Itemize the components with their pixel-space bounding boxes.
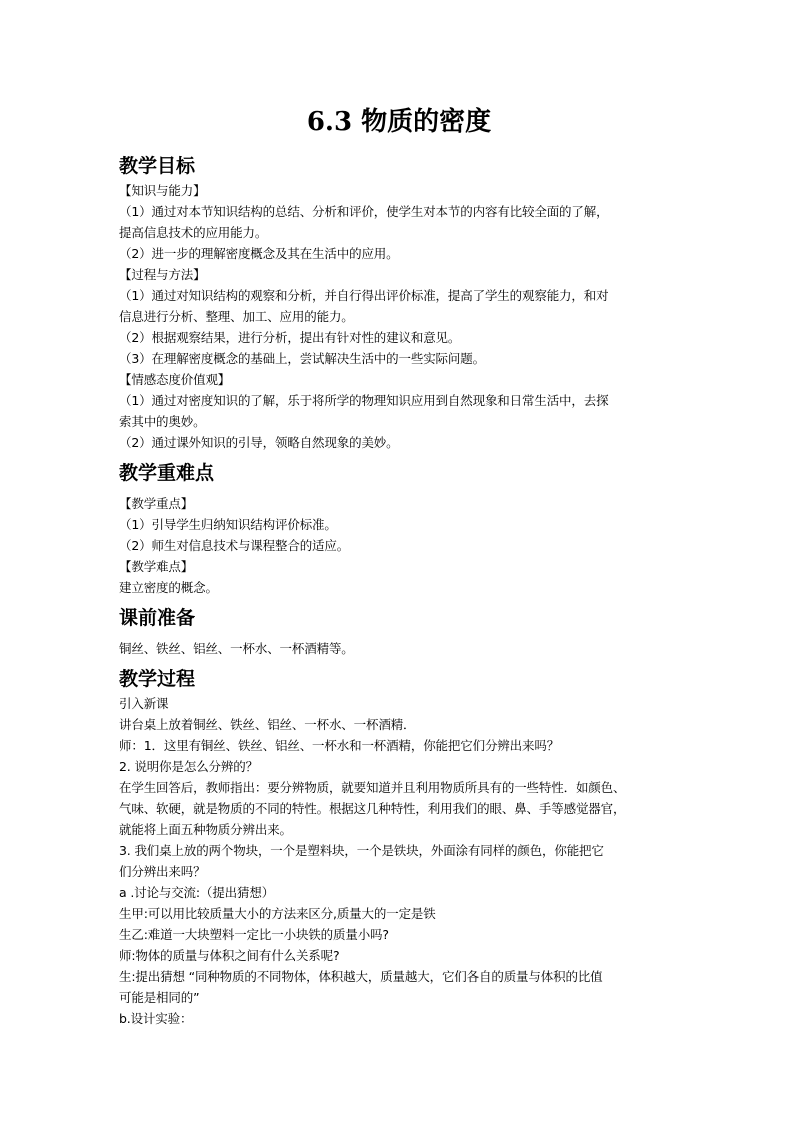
subsection-label-focus: 【教学重点】: [119, 496, 194, 511]
paragraph-line: 可能是相同的”: [119, 990, 200, 1005]
paragraph-line: 索其中的奥妙。: [119, 414, 206, 429]
paragraph-line: 提高信息技术的应用能力。: [119, 225, 268, 240]
section-heading-keypoints: 教学重难点: [119, 462, 215, 484]
paragraph-line: （3）在理解密度概念的基础上，尝试解决生活中的一些实际问题。: [119, 351, 485, 366]
subsection-label-emotion: 【情感态度价值观】: [119, 372, 231, 387]
paragraph-line: 师：1．这里有铜丝、铁丝、铝丝、一杯水和一杯酒精，你能把它们分辨出来吗？: [119, 738, 560, 753]
section-teaching-process: [119, 665, 679, 1029]
paragraph-line: 2. 说明你是怎么分辨的？: [119, 759, 258, 774]
paragraph-line: 讲台桌上放着铜丝、铁丝、铝丝、一杯水、一杯酒精．: [119, 717, 416, 732]
paragraph-line: 信息进行分析、整理、加工、应用的能力。: [119, 309, 354, 324]
subsection-label-process: 【过程与方法】: [119, 267, 206, 282]
paragraph-line: 生:提出猜想 “同种物质的不同物体，体积越大，质量越大，它们各自的质量与体积的比值: [119, 969, 603, 984]
paragraph-line: 铜丝、铁丝、铝丝、一杯水、一杯酒精等。: [119, 641, 354, 656]
section-heading-prep: 课前准备: [119, 607, 196, 629]
page-title: 6.3 物质的密度: [306, 107, 492, 137]
paragraph-line: （2）进一步的理解密度概念及其在生活中的应用。: [119, 246, 399, 261]
paragraph-line: 气味、软硬，就是物质的不同的特性。根据这几种特性，利用我们的眼、鼻、手等感觉器官，: [119, 801, 626, 816]
paragraph-line: （2）师生对信息技术与课程整合的适应。: [119, 538, 350, 553]
paragraph-line: （1）通过对知识结构的观察和分析，并自行得出评价标准，提高了学生的观察能力，和对: [119, 288, 609, 303]
paragraph-line: 3. 我们桌上放的两个物块，一个是塑料块，一个是铁块，外面涂有同样的颜色，你能把它: [119, 843, 604, 858]
section-key-points: [119, 459, 679, 598]
paragraph-line: 在学生回答后，教师指出：要分辨物质，就要知道并且利用物质所具有的一些特性．如颜色、: [119, 780, 626, 795]
subsection-label-difficulty: 【教学难点】: [119, 559, 194, 574]
section-preparation: [119, 604, 679, 659]
paragraph-line: 生乙:难道一大块塑料一定比一小块铁的质量小吗?: [119, 927, 389, 942]
paragraph-line: （1）通过对密度知识的了解，乐于将所学的物理知识应用到自然现象和日常生活中，去探: [119, 393, 609, 408]
paragraph-line: 生甲:可以用比较质量大小的方法来区分,质量大的一定是铁: [119, 906, 436, 921]
paragraph-line: 师:物体的质量与体积之间有什么关系呢?: [119, 948, 340, 963]
paragraph-line: 就能将上面五种物质分辨出来。: [119, 822, 292, 837]
paragraph-line: （1）引导学生归纳知识结构评价标准。: [119, 517, 337, 532]
paragraph-line: 引入新课: [119, 696, 169, 711]
paragraph-line: b.设计实验：: [119, 1011, 193, 1026]
section-heading-process: 教学过程: [119, 668, 196, 690]
paragraph-line: 们分辨出来吗？: [119, 864, 206, 879]
paragraph-line: （2）根据观察结果，进行分析，提出有针对性的建议和意见。: [119, 330, 461, 345]
paragraph-line: （2）通过课外知识的引导，领略自然现象的美妙。: [119, 435, 399, 450]
document-page: [119, 96, 679, 1029]
section-teaching-goals: [119, 152, 679, 453]
paragraph-line: （1）通过对本节知识结构的总结、分析和评价，使学生对本节的内容有比较全面的了解，: [119, 204, 609, 219]
section-heading-goals: 教学目标: [119, 155, 196, 177]
subsection-label-knowledge: 【知识与能力】: [119, 183, 206, 198]
paragraph-line: 建立密度的概念。: [119, 580, 218, 595]
paragraph-line: a .讨论与交流:（提出猜想）: [119, 885, 275, 900]
